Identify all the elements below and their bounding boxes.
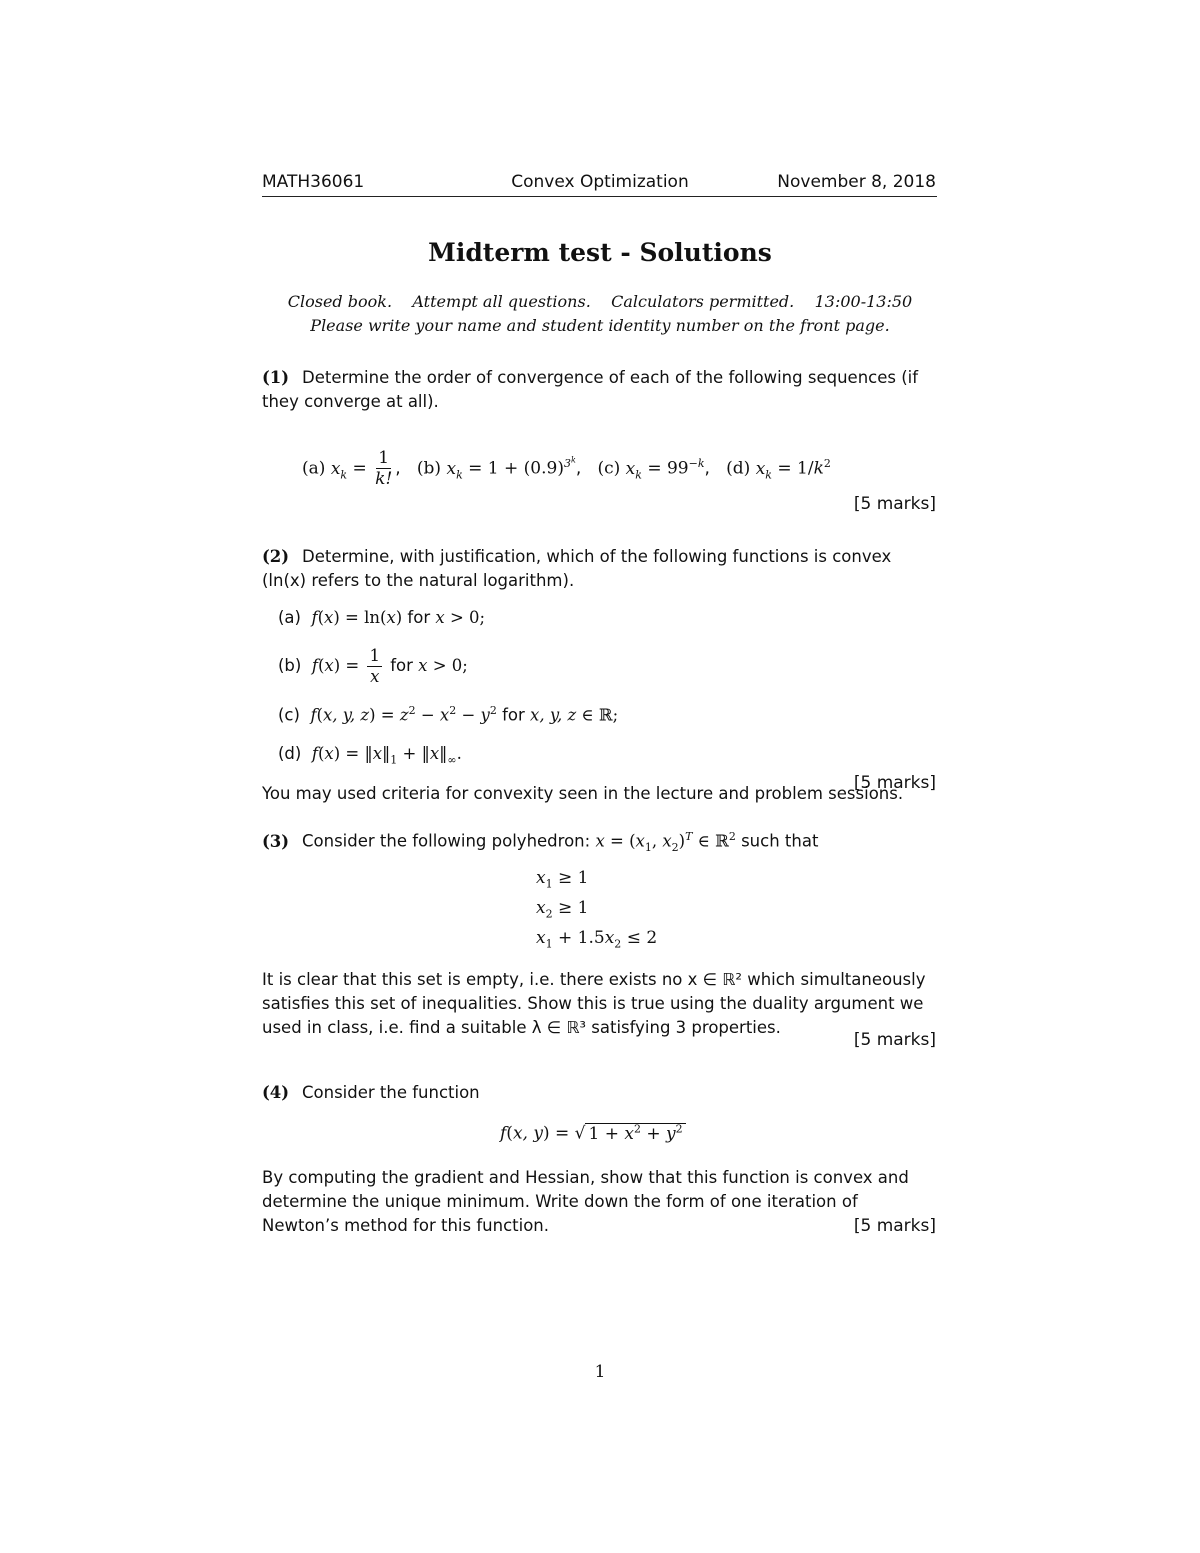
question-2-item-d: (d) $f(x) = ‖x‖_1$ + $‖x‖_\infty$.	[278, 744, 462, 767]
question-1-number: (1)	[262, 368, 290, 387]
question-2-number: (2)	[262, 547, 290, 566]
instructions-line-1: Closed book. Attempt all questions. Calculators permitted. 13:00-13:50	[287, 292, 913, 311]
question-2-note: You may used criteria for convexity seen in the lecture and problem sessions.	[262, 784, 904, 803]
header-course: MATH36061	[262, 172, 365, 192]
question-4-function: f(x, y) = √ $1 + x^2 + y^2$	[500, 1122, 686, 1144]
header-date: November 8, 2018	[777, 172, 936, 192]
question-1	[262, 366, 937, 414]
instructions-line-2: Please write your name and student identity number on the front page.	[310, 316, 890, 335]
question-3-text: Consider the following polyhedron:	[302, 831, 591, 851]
question-3-marks: [5 marks]	[853, 1030, 936, 1050]
question-4-marks: [5 marks]	[853, 1216, 936, 1236]
header-subject: Convex Optimization	[511, 172, 689, 192]
inequality-3: $x_1 + 1.5x_2 \le 2$	[536, 928, 658, 951]
question-3: (3) Consider the following polyhedron: $x = (x_1$, $x_2)^T$ ∈ ℝ$^2$ such that	[262, 830, 819, 854]
question-1-sequences: (a) $x_k$ = $\frac{1}{k!}$ , (b) $x_k = 1 + (0.9)^{3^k}$, (c) $x_k = 99^{-k}$, (d) $x_k = 1/k^2$	[302, 448, 831, 489]
question-2	[262, 545, 937, 593]
question-1-marks: [5 marks]	[853, 494, 936, 514]
question-3-text-after: It is clear that this set is empty, i.e. there exists no x ∈ ℝ² which simultaneously satisfies this set of inequalities. Show this is true using the duality argument we used in class, i.e. find a suitable λ ∈ ℝ³ satisfying 3 properties.	[262, 970, 926, 1037]
question-3-number: (3)	[262, 831, 290, 851]
question-2-item-b: (b) f(x) = $\frac{1}{x}$ for x > 0;	[278, 646, 468, 686]
header-rule	[262, 196, 937, 197]
question-1-text: Determine the order of convergence of each of the following sequences (if they converge at all).	[262, 368, 919, 411]
question-4-number: (4)	[262, 1083, 290, 1102]
question-4	[262, 1081, 937, 1105]
page-number: 1	[594, 1362, 606, 1382]
inequality-1: $x_1 \ge 1$	[536, 868, 589, 891]
question-2-marks: [5 marks]	[853, 773, 936, 793]
question-4-text: Consider the function	[302, 1083, 480, 1102]
question-2-item-c: (c) f(x, y, $z) = z^2 - x^2 - y^2$ for x, y, z ∈ ℝ;	[278, 704, 619, 725]
inequality-2: $x_2 \ge 1$	[536, 898, 589, 921]
page-title: Midterm test - Solutions	[428, 238, 772, 267]
question-2-item-a: (a) f(x) = ln(x) for x > 0;	[278, 608, 486, 627]
question-4-text-after: By computing the gradient and Hessian, show that this function is convex and determine the unique minimum. Write down the form of one iteration of Newton’s method for this function.	[262, 1168, 909, 1235]
question-2-text: Determine, with justification, which of the following functions is convex (ln(x) refers to the natural logarithm).	[262, 547, 892, 590]
